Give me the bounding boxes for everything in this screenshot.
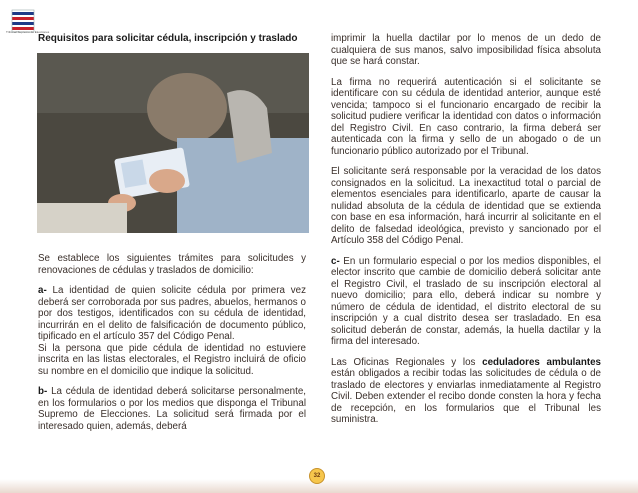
item-a-label: a- [38, 285, 47, 296]
right-paragraph-3: El solicitante será responsable por la veracidad de los datos consignados en la solicitud. La inexactitud total o parcial de elementos esenciales para identificarlo, aparte de causar la nulidad absoluta de la cédula de identidad que se extienda con base en esa información, hará incurrir al solicitante en el delito de falsedad ideológica, previsto y sancionado por el Artículo 358 del Código Penal. [331, 166, 601, 246]
p5-text-pre: Las Oficinas Regionales y los [331, 356, 483, 368]
right-column-text [331, 33, 601, 435]
item-a-continuation: Si la persona que pide cédula de identidad no estuviere inscrita en las listas electorales, el Registro incluirá de oficio su nombre en el domicilio que indique la solicitud. [38, 342, 306, 377]
item-b-label: b- [38, 386, 48, 397]
item-b-text: La cédula de identidad deberá solicitarse personalmente, en los formularios o por los medios que disponga el Tribunal Supremo de Elecciones. La solicitud será firmada por el interesado quien, además, deberá [38, 386, 306, 432]
right-paragraph-5 [331, 357, 601, 426]
item-b-paragraph [38, 386, 306, 432]
item-c-text: En un formulario especial o por los medios disponibles, el elector inscrito que cambie de domicilio deberá solicitar ante el Registro Civil, el traslado de su inscripción electoral al nuevo domicilio; para ello, deberá indicar su nombre y número de cédula de identidad, el distrito electoral de su inscripción y a cual distrito desea ser trasladado. En esa solicitud deberán de constar, además, la huella dactilar y la firma del interesado. [331, 255, 601, 347]
p5-text-post: están obligados a recibir todas las solicitudes de cédula o de traslado de electores y enviarlas inmediatamente al Registro Civil. Deben extender el recibo donde consten la hora y fecha de recepción, en los formularios que el Tribunal les suministra. [331, 368, 601, 425]
right-paragraph-2: La firma no requerirá autenticación si el solicitante se identificare con su cédula de identidad anterior, aunque esté vencida; tampoco si el funcionario encargado de recibir la solicitud pudiere verificar la identidad con datos o información del Registro Civil. En caso contrario, la firma deberá ser autenticada con la firma y sello de un abogado o de un funcionario público autorizado por el Tribunal. [331, 76, 601, 157]
intro-paragraph: Se establece los siguientes trámites para solicitudes y renovaciones de cédulas y traslados de domicilio: [38, 253, 306, 276]
item-a-text: La identidad de quien solicite cédula por primera vez deberá ser corroborada por sus padres, abuelos, hermanos o por dos testigos, identificados con su cédula de identidad, incurrirán en el delito de falsificación de documento público, tipificado en el artículo 357 del Código Penal. [38, 285, 306, 342]
left-column-text [38, 253, 306, 441]
p5-text-bold: ceduladores ambulantes [482, 356, 601, 368]
item-c-paragraph [331, 256, 601, 348]
right-paragraph-1: imprimir la huella dactilar por lo menos de un dedo de cualquiera de sus manos, salvo imposibilidad física absoluta que se hará constar. [331, 33, 601, 67]
page-title: Requisitos para solicitar cédula, inscripción y traslado [38, 33, 298, 44]
page-number: 32 [309, 468, 325, 484]
item-a-paragraph [38, 285, 306, 343]
logo-caption: Tribunal Supremo de Elecciones [6, 30, 50, 34]
photo-person-signing-document [37, 53, 309, 233]
item-c-label: c- [331, 255, 340, 267]
